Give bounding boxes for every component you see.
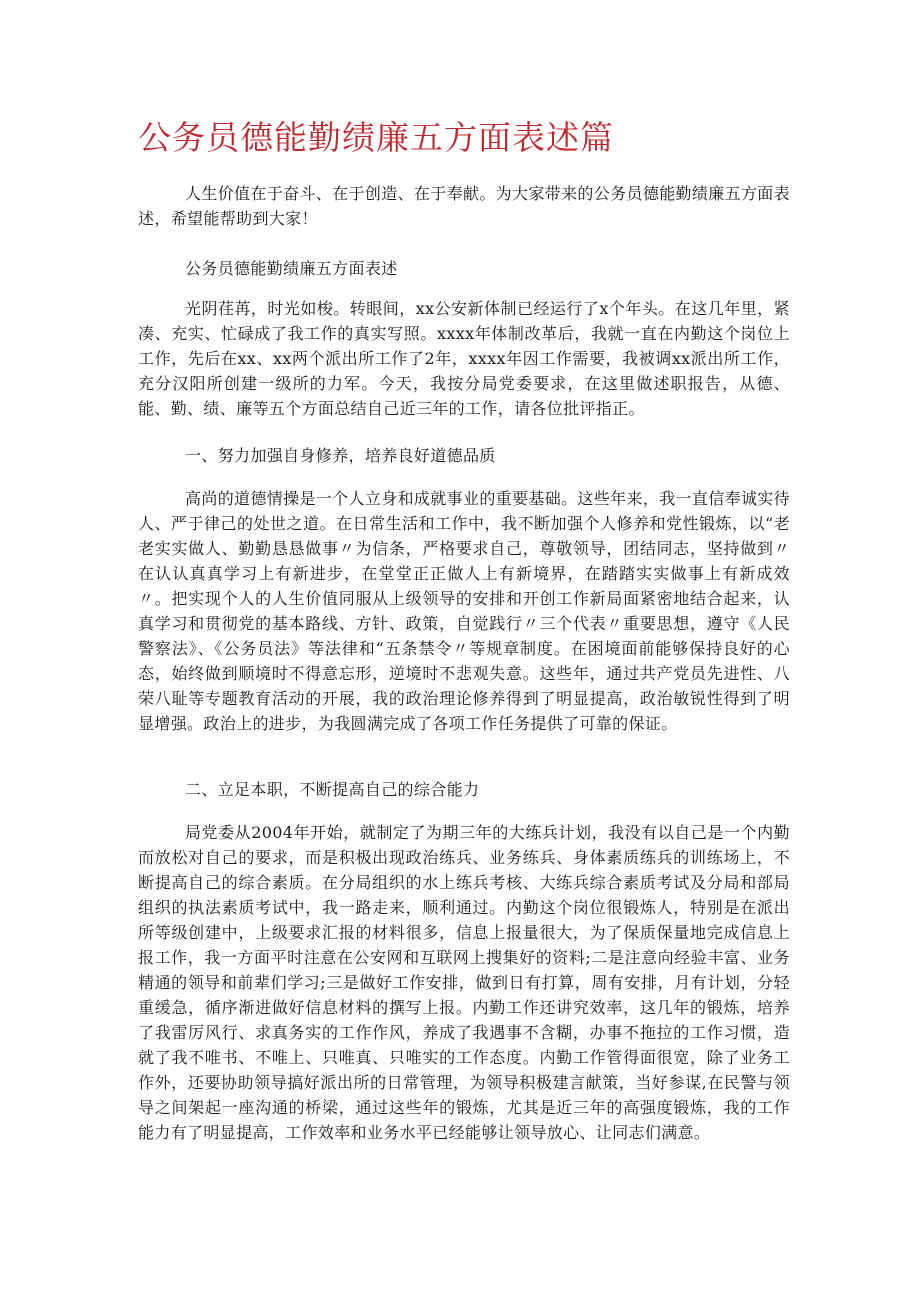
- opening-paragraph: 光阴荏苒，时光如梭。转眼间，xx公安新体制已经运行了x个年头。在这几年里，紧凑、充实、忙碌成了我工作的真实写照。xxxx年体制改革后，我就一直在内勤这个岗位上工作，先后在xx、xx两个派出所工作了2年，xxxx年因工作需要，我被调xx派出所工作，充分汉阳所创建一级所的力军。今天，我按分局党委要求，在这里做述职报告，从德、能、勤、绩、廉等五个方面总结自己近三年的工作，请各位批评指正。: [138, 299, 790, 418]
- section-2-heading: 二、立足本职，不断提高自己的综合能力: [185, 780, 480, 799]
- intro-paragraph: 人生价值在于奋斗、在于创造、在于奉献。为大家带来的公务员德能勤绩廉五方面表述，希望能帮助到大家！: [138, 184, 790, 228]
- document-title: 公务员德能勤绩廉五方面表述篇: [138, 118, 614, 157]
- subtitle-line: 公务员德能勤绩廉五方面表述: [185, 259, 398, 278]
- section-2-paragraph: 局党委从2004年开始，就制定了为期三年的大练兵计划，我没有以自己是一个内勤而放松对自己的要求，而是积极出现政治练兵、业务练兵、身体素质练兵的训练场上，不断提高自己的综合素质。在分局组织的水上练兵考核、大练兵综合素质考试及分局和部局组织的执法素质考试中，我一路走来，顺利通过。内勤这个岗位很锻炼人，特别是在派出所等级创建中，上级要求汇报的材料很多，信息上报量很大，为了保质保量地完成信息上报工作，我一方面平时注意在公安网和互联网上搜集好的资料;二是注意向经验丰富、业务精通的领导和前辈们学习;三是做好工作安排，做到日有打算，周有安排，月有计划，分轻重缓急，循序渐进做好信息材料的撰写上报。内勤工作还讲究效率，这几年的锻炼，培养了我雷厉风行、求真务实的工作作风，养成了我遇事不含糊，办事不拖拉的工作习惯，造就了我不唯书、不唯上、只唯真、只唯实的工作态度。内勤工作管得面很宽，除了业务工作外，还要协助领导搞好派出所的日常管理，为领导积极建言献策，当好参谋,在民警与领导之间架起一座沟通的桥梁，通过这些年的锻炼，尤其是近三年的高强度锻炼，我的工作能力有了明显提高，工作效率和业务水平已经能够让领导放心、让同志们满意。: [138, 823, 790, 1142]
- section-1-paragraph: 高尚的道德情操是一个人立身和成就事业的重要基础。这些年来，我一直信奉诚实待人、严于律己的处世之道。在日常生活和工作中，我不断加强个人修养和党性锻炼，以“老老实实做人、勤勤恳恳做事〃为信条，严格要求自己，尊敬领导，团结同志，坚持做到〃在认认真真学习上有新进步，在堂堂正正做人上有新境界，在踏踏实实做事上有新成效〃。把实现个人的人生价值同服从上级领导的安排和开创工作新局面紧密地结合起来，认真学习和贯彻党的基本路线、方针、政策，自觉践行〃三个代表〃重要思想，遵守《人民警察法》、《公务员法》等法律和“五条禁令〃等规章制度。在困境面前能够保持良好的心态，始终做到顺境时不得意忘形，逆境时不悲观失意。这些年，通过共产党员先进性、八荣八耻等专题教育活动的开展，我的政治理论修养得到了明显提高，政治敏锐性得到了明显增强。政治上的进步，为我圆满完成了各项工作任务提供了可靠的保证。: [138, 489, 790, 733]
- section-1-heading: 一、努力加强自身修养，培养良好道德品质: [185, 446, 496, 465]
